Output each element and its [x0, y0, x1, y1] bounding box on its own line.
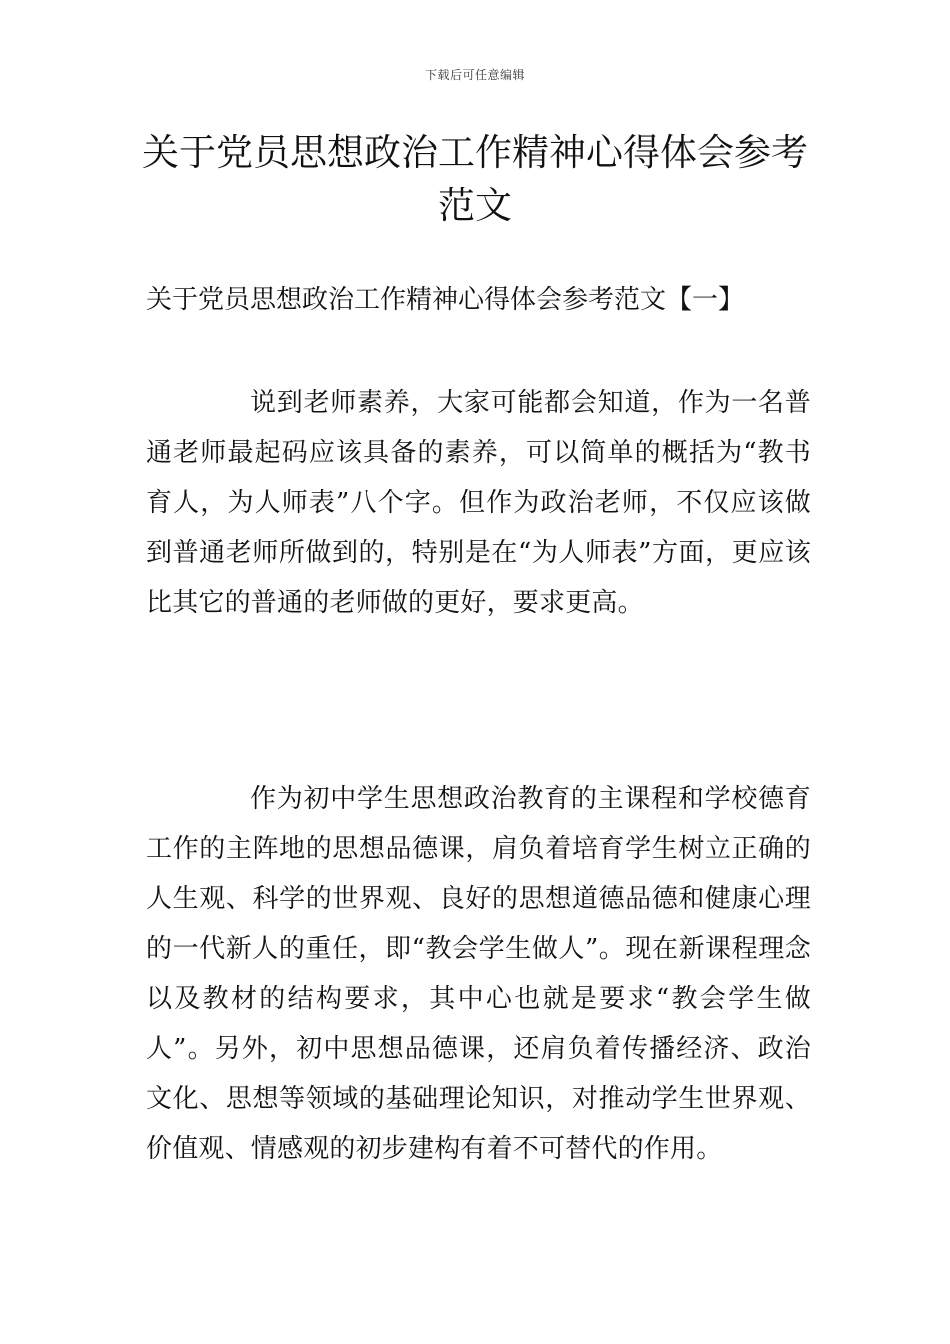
body-paragraph: 作为初中学生思想政治教育的主课程和学校德育工作的主阵地的思想品德课，肩负着培育学生树立正确的人生观、科学的世界观、良好的思想道德品德和健康心理的一代新人的重任，即“教会学生做人”。现在新课程理念以及教材的结构要求，其中心也就是要求“教会学生做人”。另外，初中思想品德课，还肩负着传播经济、政治文化、思想等领域的基础理论知识，对推动学生世界观、价值观、情感观的初步建构有着不可替代的作用。	[146, 784, 811, 1164]
document-title: 关于党员思想政治工作精神心得体会参考范文	[142, 131, 808, 227]
body-paragraph: 说到老师素养，大家可能都会知道，作为一名普通老师最起码应该具备的素养，可以简单的概括为“教书育人，为人师表”八个字。但作为政治老师，不仅应该做到普通老师所做到的，特别是在“为人师表”方面，更应该比其它的普通的老师做的更好，要求更高。	[146, 388, 811, 618]
section-heading: 关于党员思想政治工作精神心得体会参考范文【一】	[146, 285, 745, 315]
header-note: 下载后可任意编辑	[424, 68, 525, 82]
